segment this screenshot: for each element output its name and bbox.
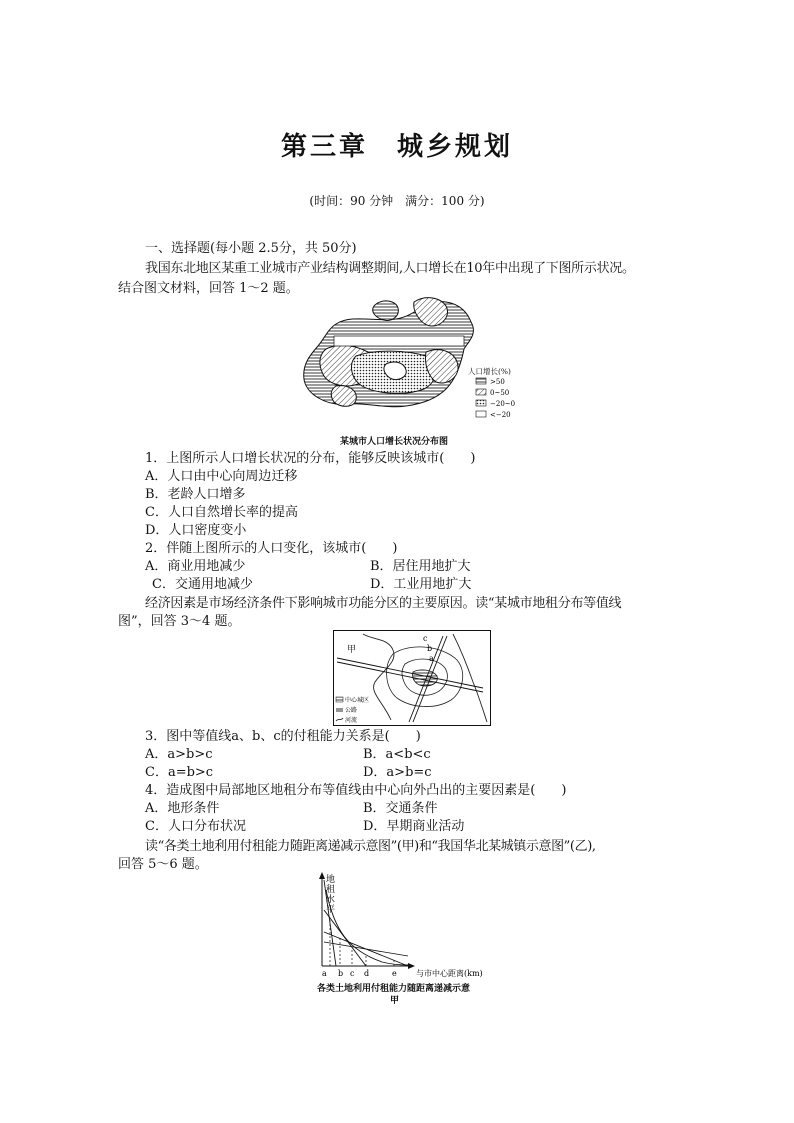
passage-2-line-2: 图”，回答 3～4 题。 [118,614,241,629]
x-tick-d: d [364,969,370,978]
q2-option-b: B．居住用地扩大 [370,559,471,574]
isoline-label-b: b [427,644,433,653]
isoline-label-a: a [429,654,434,663]
question-4-stem: 4．造成图中局部地区地租分布等值线由中心向外凸出的主要因素是( ) [145,783,567,798]
question-1-stem: 1．上图所示人口增长状况的分布，能够反映该城市( ) [145,451,476,466]
map-label-jia: 甲 [347,645,357,655]
intro-line-2: 结合图文材料，回答 1～2 题。 [118,281,299,296]
q1-option-b: B．老龄人口增多 [145,487,246,502]
q1-option-d: D．人口密度变小 [145,523,247,538]
legend-item: −20~0 [490,400,516,408]
page-title: 第三章 城乡规划 [280,132,513,162]
land-rent-isoline-map [333,630,491,726]
q1-option-c: C．人口自然增长率的提高 [145,505,298,520]
figure-sublabel: 甲 [390,996,400,1006]
x-tick-a: a [322,969,327,978]
q2-option-d: D．工业用地扩大 [370,577,472,592]
q4-option-b: B．交通条件 [363,801,438,816]
legend-title: 人口增长(%) [468,367,511,376]
x-tick-c: c [350,969,355,978]
passage-3-line-2: 回答 5～6 题。 [118,857,208,872]
population-growth-map [296,294,536,444]
question-2-stem: 2．伴随上图所示的人口变化，该城市( ) [145,541,398,556]
intro-line-1: 我国东北地区某重工业城市产业结构调整期间,人口增长在10年中出现了下图所示状况。 [145,261,635,276]
isoline-label-c: c [423,634,428,643]
figure-caption: 某城市人口增长状况分布图 [340,437,449,447]
q3-option-c: C．a=b>c [145,765,214,780]
q2-option-c: C．交通用地减少 [152,577,253,592]
x-axis-label: 与市中心距离(km) [416,969,483,978]
passage-2-line-1: 经济因素是市场经济条件下影响城市功能分区的主要原因。读“某城市地租分布等值线 [145,596,622,611]
figure-caption: 各类土地利用付租能力随距离递减示意 [317,984,471,994]
y-axis-label-1: 地租水平 [326,875,336,915]
q4-option-a: A．地形条件 [145,801,220,816]
passage-3-line-1: 读“各类土地利用付租能力随距离递减示意图”(甲)和“我国华北某城镇示意图”(乙), [145,839,596,854]
question-3-stem: 3．图中等值线a、b、c的付租能力关系是( ) [145,729,421,744]
q3-option-b: B．a<b<c [363,747,431,762]
exam-info: (时间：90 分钟 满分：100 分) [309,194,485,208]
x-tick-e: e [392,969,397,978]
q4-option-c: C．人口分布状况 [145,819,246,834]
legend-item: 中心城区 [345,697,370,704]
q2-option-a: A．商业用地减少 [145,559,246,574]
q3-option-d: D．a>b=c [363,765,432,780]
q3-option-a: A．a>b>c [145,747,213,762]
legend-item: 河流 [345,717,358,724]
legend-item: 0~50 [490,389,510,397]
q4-option-d: D．早期商业活动 [363,819,465,834]
q1-option-a: A．人口由中心向周边迁移 [145,469,298,484]
legend-item: >50 [490,378,505,386]
section-heading: 一、选择题(每小题 2.5分，共 50分) [145,241,357,256]
legend-item: <−20 [490,411,511,419]
legend-item: 公路 [345,707,358,714]
x-tick-b: b [338,969,344,978]
bid-rent-diagram [308,870,508,980]
